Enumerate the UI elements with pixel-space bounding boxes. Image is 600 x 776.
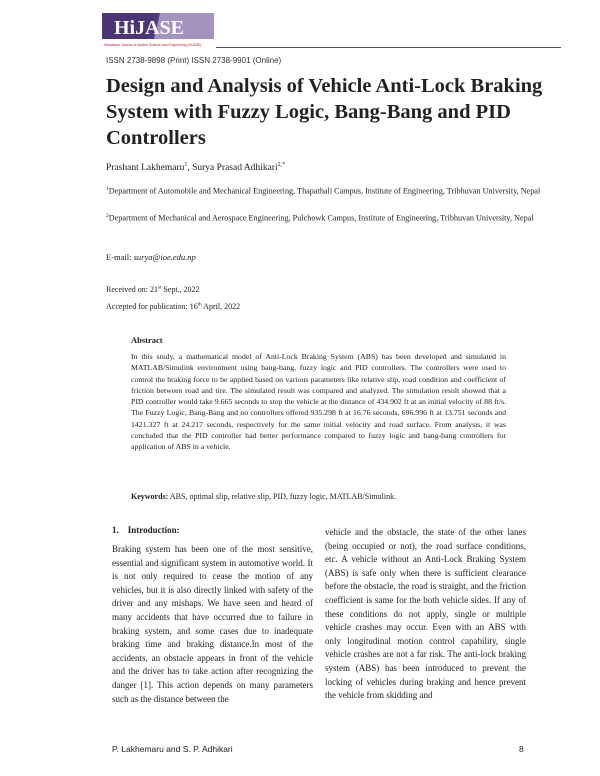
- accepted-label: Accepted for publication: 16: [106, 302, 198, 311]
- received-sup: st: [157, 285, 162, 291]
- email-label: E-mail:: [106, 252, 134, 262]
- received-rest: Sept., 2022: [161, 285, 200, 294]
- issn-line: ISSN 2738-9898 (Print) ISSN 2738-9901 (Online): [106, 56, 282, 65]
- accepted-date: [106, 302, 240, 311]
- section-heading: [112, 525, 180, 535]
- author-name: Surya Prasad Adhikari: [192, 163, 278, 174]
- intro-column-right: vehicle and the obstacle, the state of the other lanes (being occupied or not), the road surface conditions, etc. A vehicle without an Anti-Lock Braking System (ABS) is safe only when there is sufficient clearance before the obstacle, the road is straight, and the friction coefficient is same for the both vehicle sides. If any of these conditions do not apply, single or multiple vehicle crashes may occur. Even with an ABS with only longitudinal motion control capability, single vehicle crashes are not a far risk. The anti-lock braking system (ABS) has been introduced to prevent the locking of vehicles during braking and hence prevent the vehicle from skidding and: [325, 527, 526, 701]
- email-line: [106, 252, 196, 262]
- received-label: Received on: 21: [106, 285, 158, 294]
- keywords-line: [131, 492, 396, 501]
- author-sup: 2,*: [277, 162, 286, 168]
- affiliation-1: [106, 183, 558, 198]
- abstract-text: In this study, a mathematical model of Anti-Lock Braking System (ABS) has been developed and simulated in MATLAB/Simulink environment using bang-bang, fuzzy logic and PID controllers. The controllers were used to control the braking force to be applied based on various parameters like relative slip, road condition and coefficient of friction between road and tire. The simulated result was compared and analyzed. The simulation result showed that a PID controller would take 9.665 seconds to stop the vehicle at the distance of 434.902 ft at an initial velocity of 88 ft/s. The Fuzzy Logic, Bang-Bang and no controllers offered 935.298 ft at 16.76 seconds, 696.996 ft at 13.751 seconds and 1421.327 ft at 24.217 seconds, respectively for the same initial velocity and road surface. From analysis, it was concluded that the PID controller had better performance compared to fuzzy logic and bang-bang controllers for application of ABS in a vehicle.: [131, 352, 506, 452]
- logo-text: HiJASE: [114, 17, 185, 39]
- intro-column-left: Braking system has been one of the most sensitive, essential and significant system in automotive world. It is not only required to cease the motion of any vehicles, but it is also directly linked with safety of the driver and any mishaps. We have seen and heard of many accidents that have occurred due to failure in braking system, and some cases due to inadequate braking time and braking distance.In most of the accidents, an obstacle appears in front of the vehicle and the driver has to take action after recognizing the danger [1]. This action depends on many parameters such as the distance between the: [112, 544, 313, 704]
- keywords-label: Keywords:: [131, 492, 169, 501]
- affiliation-sup: 1: [106, 186, 109, 192]
- affiliation-text: Department of Mechanical and Aerospace Engineering, Pulchowk Campus, Institute of Engineering, Tribhuvan University, Nepal: [108, 213, 534, 223]
- author-list: [106, 162, 285, 173]
- affiliation-2: [106, 210, 558, 225]
- received-date: [106, 285, 200, 294]
- email-link[interactable]: surya@ioe.edu.np: [133, 252, 196, 262]
- header-rule: [216, 47, 561, 48]
- paper-title: Design and Analysis of Vehicle Anti-Lock Braking System with Fuzzy Logic, Bang-Bang and PID Controllers: [106, 75, 543, 149]
- footer-authors: P. Lakhemaru and S. P. Adhikari: [112, 744, 233, 754]
- logo-subtitle: Himalayan Journal of Applied Science and Engineering (HiJASE): [104, 43, 202, 47]
- page-number: 8: [519, 744, 524, 754]
- section-title: Introduction:: [127, 525, 180, 535]
- affiliation-text: Department of Automobile and Mechanical Engineering, Thapathali Campus, Institute of Engineering, Tribhuvan University, Nepal: [108, 186, 541, 196]
- keywords-text: ABS, optimal slip, relative slip, PID, fuzzy logic, MATLAB/Simulink.: [168, 492, 397, 501]
- author-sup: 1: [184, 162, 188, 168]
- section-number: 1.: [112, 525, 119, 535]
- accepted-rest: April, 2022: [201, 302, 241, 311]
- author-separator: ,: [187, 163, 193, 174]
- author-name: Prashant Lakhemaru: [106, 163, 185, 174]
- abstract-heading: Abstract: [131, 335, 163, 345]
- journal-logo: [100, 9, 216, 49]
- accepted-sup: th: [197, 302, 202, 308]
- affiliation-sup: 2: [106, 213, 109, 219]
